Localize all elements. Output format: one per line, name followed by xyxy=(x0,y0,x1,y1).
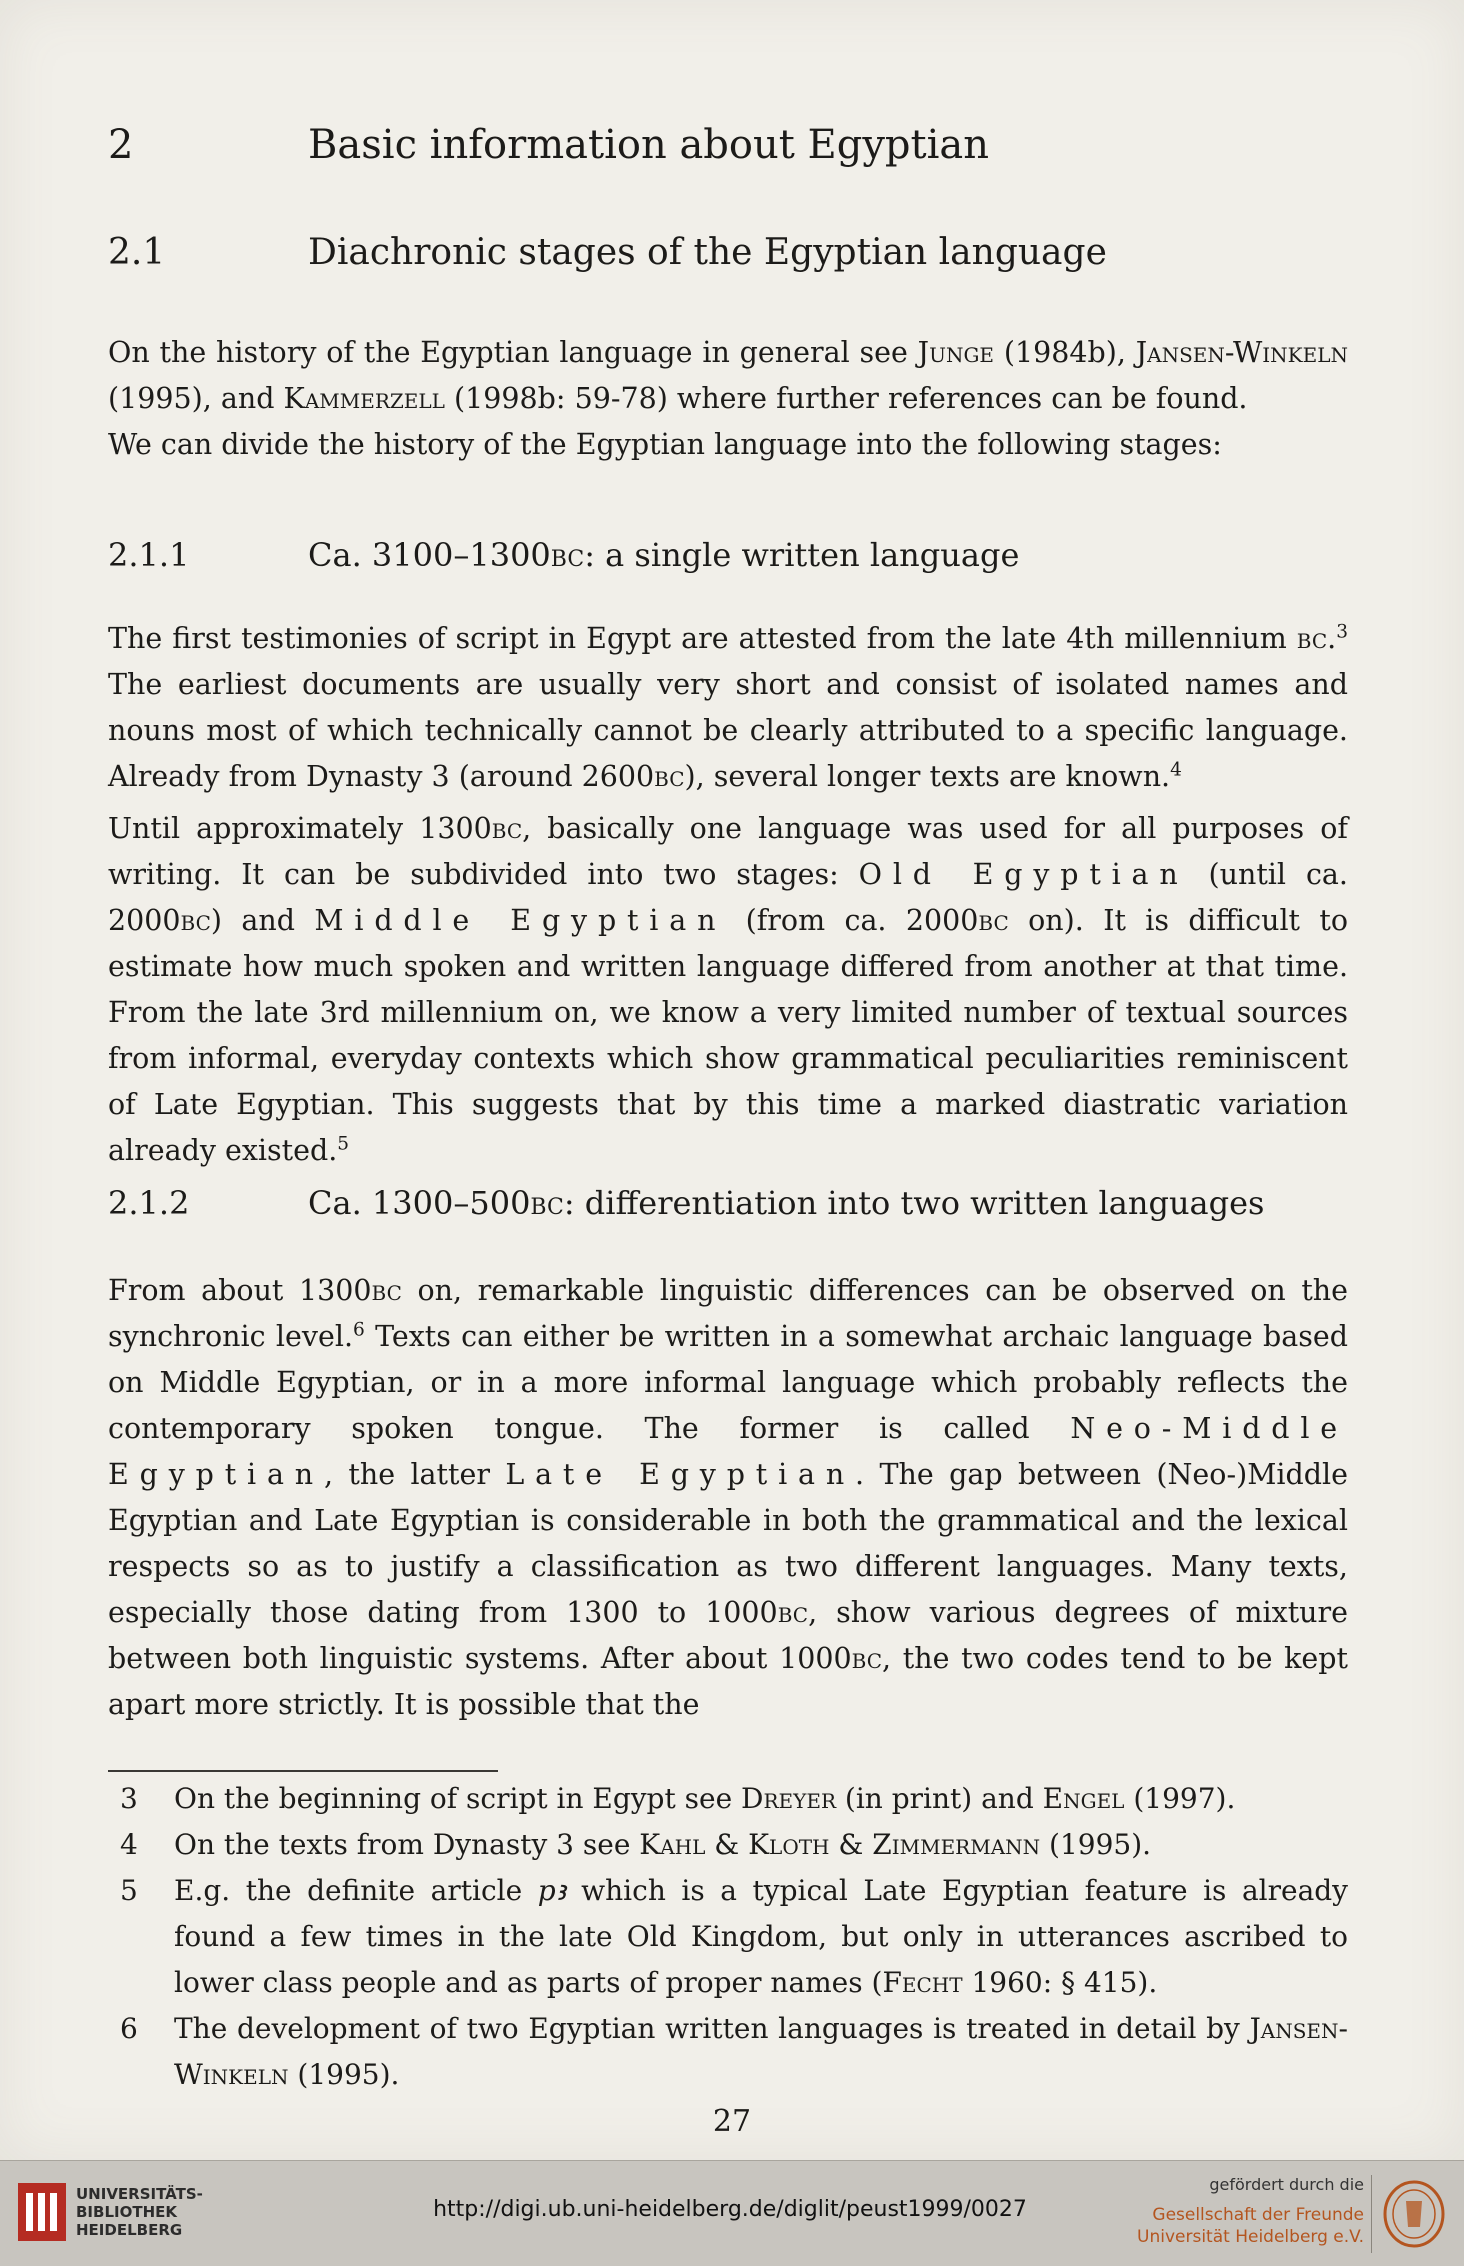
text: (1995), and xyxy=(108,382,284,415)
paragraph-2-1-2: From about 1300bc on, remarkable linguistic differences can be observed on the synchronic level.$^6$ Texts can either be written in a somewhat archaic language based on Middle Egyptian, or in a more informal language which probably reflects the contemporary spoken tongue. The former is called Neo-Middle Egyptian, the latter Late Egyptian. The gap between (Neo-)Middle Egyptian and Late Egyptian is considerable in both the grammatical and the lexical respects so as to justify a classification as two different languages. Many texts, especially those dating from 1300 to 1000bc, show various degrees of mixture between both linguistic systems. After about 1000bc, the two codes tend to be kept apart more strictly. It is possible that the xyxy=(108,1274,1349,1721)
sponsor-name: Universität Heidelberg e.V. xyxy=(1137,2227,1364,2247)
sponsor-intro: gefördert durch die xyxy=(1209,2175,1364,2194)
chapter-title: Basic information about Egyptian xyxy=(308,122,990,168)
text: (1998b: 59-78) where further references can be found. xyxy=(444,382,1248,415)
footnote-4: 4 On the texts from Dynasty 3 see Kahl & Kloth & Zimmermann (1995). xyxy=(120,1828,1152,1861)
section-number: 2.1 xyxy=(108,232,166,273)
footer-divider xyxy=(1371,2175,1372,2253)
subsection-number: 2.1.1 xyxy=(108,536,190,574)
author-jansen-winkeln: Jansen-Winkeln xyxy=(1135,336,1348,369)
footnote-divider xyxy=(108,1770,498,1772)
section-heading xyxy=(108,232,1408,273)
footnote-ref-3[interactable]: 3 xyxy=(1336,621,1348,643)
logo-line: UNIVERSITÄTS- xyxy=(76,2185,203,2203)
subsection-title: Ca. 1300–500bc: differentiation into two written languages xyxy=(308,1184,1265,1222)
term-old-egyptian: Old Egyptian xyxy=(858,858,1189,891)
footnote-ref-5[interactable]: 5 xyxy=(337,1133,350,1155)
section-title: Diachronic stages of the Egyptian language xyxy=(308,232,1107,273)
ub-heidelberg-logo[interactable] xyxy=(18,2183,203,2241)
digitization-footer xyxy=(0,2160,1464,2266)
intro-stages-sentence: We can divide the history of the Egyptian language into the following stages: xyxy=(108,428,1222,461)
subsection-heading-2-1-2 xyxy=(108,1184,1408,1222)
subsection-title: Ca. 3100–1300bc: a single written language xyxy=(308,536,1020,574)
paragraph-2-1-1-b: Until approximately 1300bc, basically one language was used for all purposes of writing. It can be subdivided into two stages: Old Egyptian (until ca. 2000bc) and Middle Egyptian (from ca. 2000bc on). It is difficult to estimate how much spoken and written language differed from another at that time. From the late 3rd millennium on, we know a very limited number of textual sources from informal, everyday contexts which show grammatical peculiarities reminiscent of Late Egyptian. This suggests that by this time a marked diastratic variation already existed.$^5$ xyxy=(108,812,1348,1167)
logo-line: HEIDELBERG xyxy=(76,2221,183,2239)
chapter-heading xyxy=(108,122,1408,168)
permalink-url[interactable]: http://digi.ub.uni-heidelberg.de/diglit/peust1999/0027 xyxy=(433,2197,1027,2222)
sponsor-name: Gesellschaft der Freunde xyxy=(1152,2205,1364,2225)
footnote-3: 3 On the beginning of script in Egypt see Dreyer (in print) and Engel (1997). xyxy=(120,1782,1236,1815)
paragraph-2-1-1-a: The first testimonies of script in Egypt are attested from the late 4th millennium bc.$^3$ The earliest documents are usually very short and consist of isolated names and nouns most of which technically cannot be clearly attributed to a specific language. Already from Dynasty 3 (around 2600bc), several longer texts are known.$^4$ xyxy=(108,621,1348,793)
footnote-ref-6[interactable]: 6 xyxy=(353,1319,365,1341)
page-number: 27 xyxy=(712,2104,752,2139)
university-seal-icon xyxy=(1382,2179,1446,2249)
text: On the history of the Egyptian language in general see xyxy=(108,336,918,369)
subsection-heading-2-1-1 xyxy=(108,536,1408,574)
library-logo-icon xyxy=(18,2183,66,2241)
footnote-6: 6 The development of two Egyptian written languages is treated in detail by Jansen-Winkeln (1995). xyxy=(120,2012,1348,2091)
author-junge: Junge xyxy=(917,336,995,369)
footnote-5: 5 E.g. the definite article pꜣ which is a typical Late Egyptian feature is already found a few times in the late Old Kingdom, but only in utterances ascribed to lower class people and as parts of proper names (Fecht 1960: § 415). xyxy=(120,1874,1349,1999)
term-middle-egyptian: Middle Egyptian xyxy=(314,904,727,937)
footnote-ref-4[interactable]: 4 xyxy=(1170,759,1182,781)
text: (1984b), xyxy=(994,336,1136,369)
author-kammerzell: Kammerzell xyxy=(283,382,445,415)
sponsor-credit[interactable] xyxy=(1137,2175,1364,2248)
subsection-number: 2.1.2 xyxy=(108,1184,190,1222)
term-neo-middle-egyptian: Neo-Middle Egyptian xyxy=(108,1412,1348,1491)
logo-line: BIBLIOTHEK xyxy=(76,2203,177,2221)
term-late-egyptian: Late Egyptian xyxy=(505,1458,856,1491)
chapter-number: 2 xyxy=(108,122,134,168)
intro-paragraph xyxy=(108,330,1348,468)
